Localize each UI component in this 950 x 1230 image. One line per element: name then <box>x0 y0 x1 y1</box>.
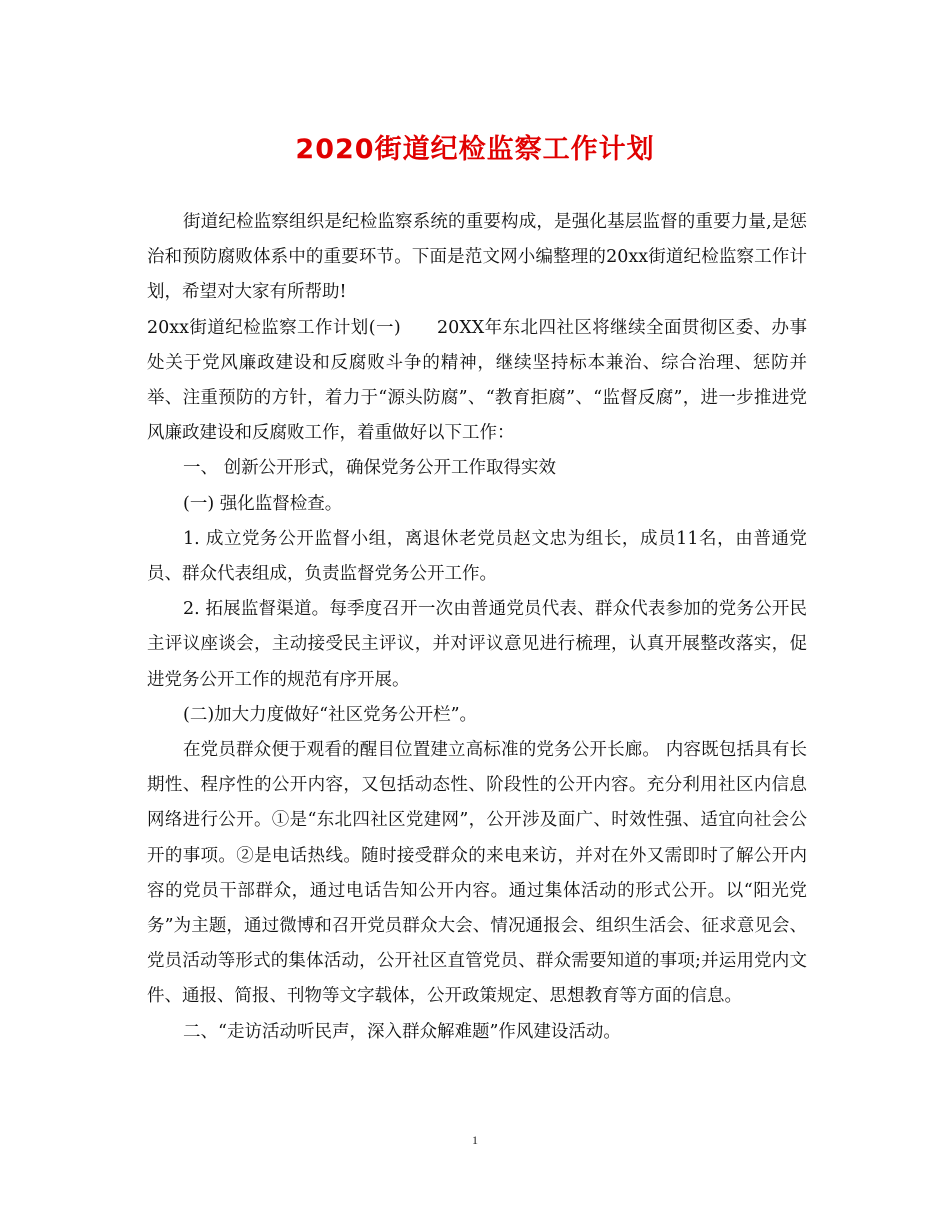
list-item-2: 2. 拓展监督渠道。每季度召开一次由普通党员代表、群众代表参加的党务公开民主评议座谈会，主动接受民主评议，并对评议意见进行梳理，认真开展整改落实，促进党务公开工作的规范有序开展。 <box>147 599 807 690</box>
plan-intro-paragraph: 20xx街道纪检监察工作计划(一) 20XX年东北四社区将继续全面贯彻区委、办事处关于党风廉政建设和反腐败斗争的精神，继续坚持标本兼治、综合治理、惩防并举、注重预防的方针，着力于“源头防腐”、“教育拒腐”、“监督反腐”，进一步推进党风廉政建设和反腐败工作，着重做好以下工作： <box>147 317 807 444</box>
list-item-1: 1. 成立党务公开监督小组，离退休老党员赵文忠为组长，成员11名，由普通党员、群众代表组成，负责监督党务公开工作。 <box>147 528 807 585</box>
body-paragraph: 在党员群众便于观看的醒目位置建立高标准的党务公开长廊。 内容既包括具有长期性、程序性的公开内容，又包括动态性、阶段性的公开内容。充分利用社区内信息网络进行公开。①是“东北四社区党建网”，公开涉及面广、时效性强、适宜向社会公开的事项。②是电话热线。随时接受群众的来电来访，并对在外又需即时了解公开内容的党员干部群众，通过电话告知公开内容。通过集体活动的形式公开。以“阳光党务”为主题，通过微博和召开党员群众大会、情况通报会、组织生活会、征求意见会、党员活动等形式的集体活动，公开社区直管党员、群众需要知道的事项;并运用党内文件、通报、简报、刊物等文字载体，公开政策规定、思想教育等方面的信息。 <box>147 740 807 1007</box>
document-body <box>147 205 807 1050</box>
document-title: 2020街道纪检监察工作计划 <box>295 134 655 165</box>
page-number: 1 <box>472 1133 478 1147</box>
subsection-heading-1: (一) 强化监督检查。 <box>183 493 343 514</box>
section-heading-1: 一、 创新公开形式，确保党务公开工作取得实效 <box>183 458 557 479</box>
intro-paragraph: 街道纪检监察组织是纪检监察系统的重要构成，是强化基层监督的重要力量,是惩治和预防腐败体系中的重要环节。下面是范文网小编整理的20xx街道纪检监察工作计划，希望对大家有所帮助! <box>147 212 807 303</box>
subsection-heading-2: (二)加大力度做好“社区党务公开栏”。 <box>183 704 478 725</box>
section-heading-2: 二、“走访活动听民声，深入群众解难题”作风建设活动。 <box>183 1021 621 1042</box>
